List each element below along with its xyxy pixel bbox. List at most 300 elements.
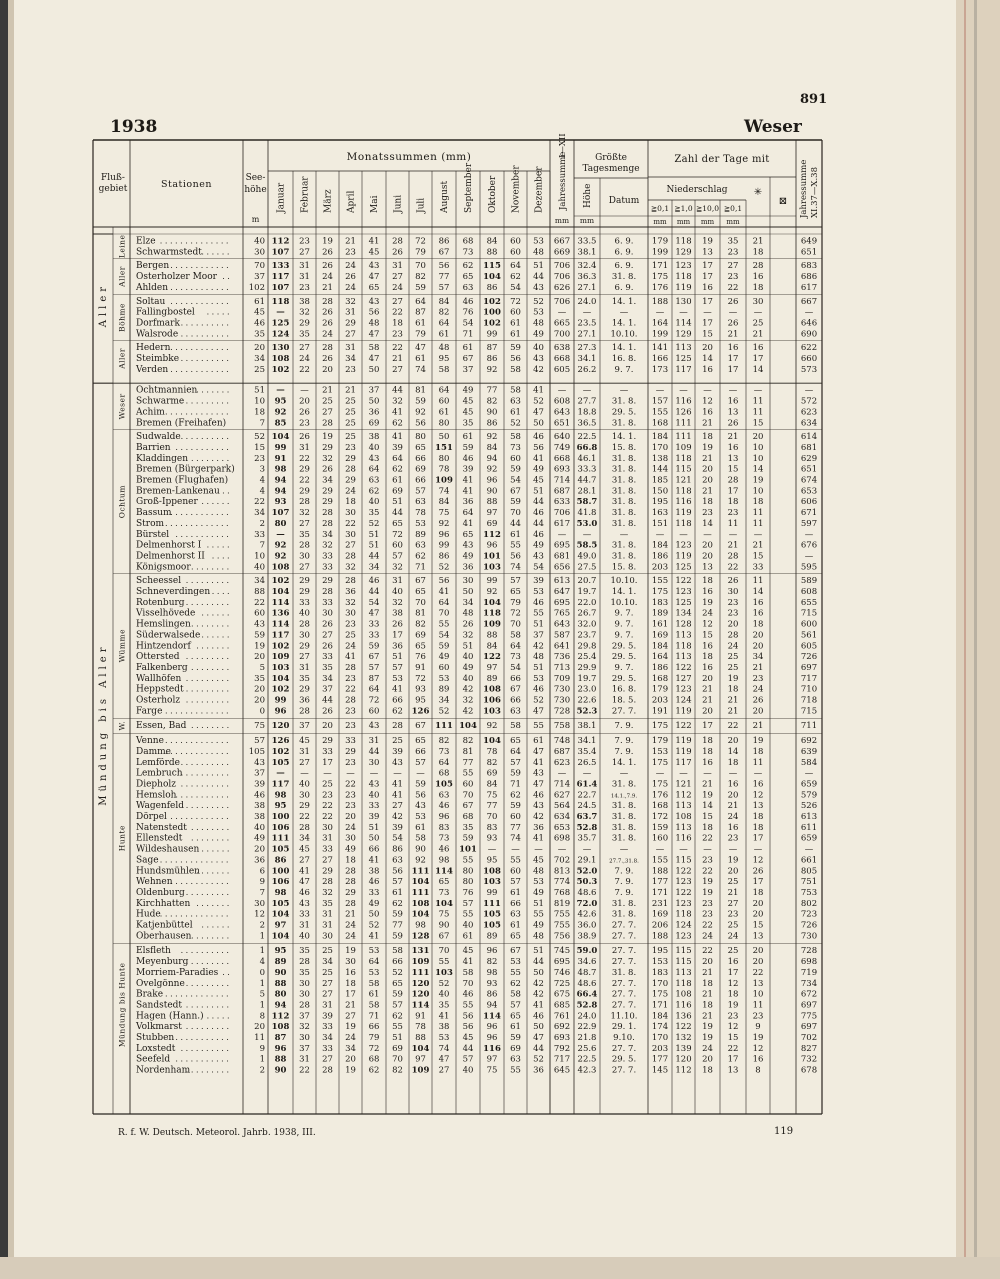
value-cell: 54 (510, 662, 521, 673)
value-cell: 24 (702, 608, 713, 619)
value-cell: 641 (553, 641, 571, 652)
value-cell: 647 (553, 587, 571, 597)
value-cell: 698 (553, 833, 571, 844)
value-cell: 27.7.,31.8. (609, 858, 639, 865)
value-cell: 31 (392, 261, 403, 272)
value-cell: 526 (800, 801, 818, 812)
value-cell: 77 (462, 757, 474, 768)
value-cell: 51 (368, 540, 380, 551)
value-cell: 22 (752, 967, 764, 978)
value-cell: 68 (462, 812, 474, 822)
value-cell: 33 (299, 909, 310, 920)
value-cell: 60 (510, 453, 521, 464)
value-cell: 113 (675, 967, 692, 978)
value-cell: 109 (411, 1065, 430, 1076)
header-stationen: Stationen (161, 179, 212, 190)
station-name: Venne (136, 736, 164, 747)
dot-leader: . . . . . . . . . . . . (170, 343, 229, 353)
value-cell: 184 (651, 432, 669, 443)
value-cell: 21 (702, 779, 713, 790)
value-cell: 15 (752, 920, 764, 931)
value-cell: 17 (702, 272, 713, 283)
value-cell: 676 (800, 540, 818, 551)
value-cell: 687 (553, 746, 571, 757)
value-cell: 75 (438, 909, 450, 920)
value-cell: 124 (675, 920, 692, 931)
value-cell: 62 (392, 418, 403, 429)
value-cell: 13 (752, 801, 764, 812)
value-cell: 100 (483, 307, 501, 318)
value-cell: 91 (415, 662, 426, 673)
value-cell: 667 (800, 296, 818, 307)
value-cell: 57 (392, 551, 403, 562)
value-cell: 1 (259, 931, 265, 942)
value-cell: 185 (651, 475, 669, 486)
value-cell: 46 (299, 887, 310, 898)
value-cell: 20 (752, 641, 764, 652)
value-cell: 58 (510, 721, 521, 732)
value-cell: 18 (345, 497, 356, 508)
value-cell: 44 (392, 508, 403, 519)
dot-leader: . . . . . . . (196, 898, 230, 908)
value-cell: 33 (345, 736, 356, 747)
value-cell: 26 (299, 432, 310, 443)
value-cell: 728 (800, 946, 818, 957)
value-cell: 57 (415, 486, 426, 497)
station-name: Essen, Bad (136, 721, 187, 732)
value-cell: 21.8 (577, 1033, 597, 1043)
value-cell: 62 (368, 1065, 380, 1076)
value-cell: 22.7 (577, 790, 597, 801)
dot-leader: . . . . . . . . . (185, 576, 230, 586)
value-cell: 42 (462, 706, 474, 717)
value-cell: 111 (675, 432, 692, 443)
value-cell: 29 (299, 486, 310, 497)
station-name: Wehnen (136, 877, 173, 888)
value-cell: 44 (533, 518, 544, 529)
value-cell: 15 (702, 812, 713, 822)
value-cell: 21 (322, 385, 333, 396)
value-cell: 21 (752, 236, 764, 247)
value-cell: 111 (271, 833, 290, 844)
value-cell: 23 (727, 909, 739, 920)
value-cell: 92 (486, 364, 498, 375)
value-cell: 88 (486, 630, 498, 641)
value-cell: 34 (345, 354, 356, 364)
station-name: Kirchhatten (136, 898, 191, 909)
station-name: Sandstedt (136, 1000, 183, 1011)
value-cell: 27 (299, 247, 310, 258)
value-cell: 53 (533, 877, 544, 888)
value-cell: 195 (651, 946, 669, 957)
value-cell: 16 (727, 957, 739, 968)
value-cell: 92 (274, 540, 287, 551)
value-cell: 28 (299, 706, 310, 717)
dot-leader: . . . (217, 486, 230, 496)
value-cell: 32.4 (577, 261, 597, 272)
group-label-Aller: Aller (117, 348, 127, 369)
value-cell: 19 (702, 1022, 713, 1033)
value-cell: 103 (483, 877, 501, 888)
value-cell: 114 (435, 866, 453, 877)
value-cell: 710 (800, 684, 818, 695)
station-name: Wallhöfen (136, 673, 182, 684)
value-cell: 41 (368, 236, 380, 247)
value-cell: 141 (651, 343, 669, 354)
value-cell: 15. 8. (611, 562, 637, 573)
value-cell: 627 (553, 790, 571, 801)
value-cell: 43 (533, 551, 544, 562)
value-cell: 638 (553, 343, 571, 354)
value-cell: 17 (727, 354, 739, 364)
value-cell: 8 (259, 1011, 265, 1022)
value-cell: 33 (322, 652, 333, 663)
value-cell: 45 (462, 946, 474, 957)
value-cell: 48 (533, 866, 544, 877)
value-cell: 695 (553, 540, 571, 551)
value-cell: 34.6 (577, 957, 597, 968)
value-cell: 21 (345, 1000, 356, 1011)
value-cell: 31. 8. (611, 967, 637, 978)
value-cell: 56 (533, 442, 544, 453)
value-cell: 17 (702, 721, 713, 732)
value-cell: 46 (533, 684, 544, 695)
value-cell: 38 (254, 812, 265, 822)
value-cell: 105 (271, 844, 290, 855)
value-cell: 46 (368, 576, 380, 587)
station-name: Hemsloh (136, 790, 177, 801)
value-cell: 97 (486, 508, 498, 519)
value-cell: 1 (259, 1000, 265, 1011)
value-cell: 672 (800, 989, 818, 1000)
value-cell: 21 (727, 432, 739, 443)
value-cell: 86 (274, 855, 287, 866)
value-cell: 643 (553, 619, 571, 630)
value-cell: 23 (727, 833, 739, 844)
value-cell: 98 (274, 887, 287, 898)
value-cell: 61 (462, 931, 474, 942)
value-cell: 46 (533, 790, 544, 801)
value-cell: 66.8 (576, 442, 598, 453)
dot-leader: . . . . . . . . . . . . . (165, 989, 229, 999)
value-cell: 107 (271, 282, 290, 293)
header-jahressumme2: Jahressumme (799, 159, 809, 218)
value-cell: 130 (271, 343, 290, 354)
value-cell: 28 (727, 551, 739, 562)
value-cell: — (679, 385, 688, 396)
station-name: Elze (136, 236, 156, 247)
value-cell: 36 (462, 562, 474, 573)
value-cell: — (557, 307, 567, 318)
value-cell: 22 (727, 562, 739, 573)
value-cell: 25 (322, 967, 333, 978)
value-cell: 92 (415, 855, 426, 866)
value-cell: 58 (415, 833, 426, 844)
value-cell: 11 (254, 1033, 265, 1043)
value-cell: 12 (752, 855, 764, 866)
value-cell: 31. 8. (611, 801, 637, 812)
header-niederschlag: Niederschlag (666, 185, 728, 195)
value-cell: 184 (651, 540, 669, 551)
value-cell: 127 (675, 673, 692, 684)
value-cell: 57 (254, 736, 265, 747)
value-cell: 48.6 (577, 978, 597, 989)
value-cell: 5 (259, 662, 265, 673)
value-cell: 34 (368, 562, 380, 573)
value-cell: 109 (675, 442, 692, 453)
value-cell: 63 (438, 790, 450, 801)
value-cell: 9. 7. (614, 364, 634, 375)
value-cell: 82 (486, 757, 498, 768)
value-cell: 10 (752, 989, 764, 1000)
value-cell: 51 (533, 898, 544, 909)
value-cell: 76 (415, 652, 426, 663)
value-cell: 669 (553, 247, 571, 258)
value-cell: 653 (800, 486, 818, 497)
value-cell: 65 (392, 518, 403, 529)
value-cell: 50 (368, 909, 380, 920)
value-cell: 61 (438, 329, 450, 340)
value-cell: 58 (368, 1000, 380, 1011)
value-cell: 21 (727, 695, 739, 706)
value-cell: 102 (271, 746, 290, 757)
value-cell: 87 (415, 307, 426, 318)
value-cell: 43 (415, 801, 426, 812)
value-cell: 48 (533, 931, 544, 942)
group-label-Aller: Aller (98, 282, 109, 328)
value-cell: 97 (486, 662, 498, 673)
value-cell: 19 (727, 1000, 739, 1011)
value-cell: 64 (368, 684, 380, 695)
value-cell: 30 (368, 757, 380, 768)
value-cell: 78 (415, 508, 426, 519)
value-cell: 25.4 (577, 652, 597, 663)
value-cell: 19 (345, 1065, 356, 1076)
header-unit-mm: mm (700, 218, 715, 226)
value-cell: 145 (651, 1065, 669, 1076)
value-cell: 22 (702, 946, 713, 957)
dot-leader: . . . . . . . . . . . . (170, 364, 229, 374)
value-cell: 57 (368, 662, 380, 673)
value-cell: 24 (345, 822, 356, 833)
value-cell: 71 (462, 329, 474, 340)
value-cell: 7 (259, 418, 265, 429)
value-cell: 63 (415, 540, 426, 551)
value-cell: 64 (510, 641, 521, 652)
snow-icon: ✳ (753, 187, 763, 198)
value-cell: 37 (368, 385, 380, 396)
value-cell: 27 (322, 989, 333, 1000)
value-cell: 36 (392, 641, 403, 652)
station-name: Natenstedt (136, 822, 187, 833)
value-cell: 2 (259, 518, 265, 529)
station-name: Bremen (Freihafen) (136, 418, 227, 429)
value-cell: 114 (675, 318, 692, 329)
value-cell: 32 (345, 296, 356, 307)
station-name: Ahlden (136, 282, 169, 293)
value-cell: 24 (322, 329, 333, 340)
value-cell: 42 (533, 641, 544, 652)
value-cell: 774 (553, 877, 571, 888)
value-cell: 29 (345, 475, 356, 486)
value-cell: 102 (271, 641, 290, 652)
value-cell: 58 (368, 978, 380, 989)
value-cell: 46 (533, 432, 544, 443)
value-cell: 43 (533, 768, 544, 779)
value-cell: 29 (322, 736, 333, 747)
value-cell: 65 (415, 641, 426, 652)
value-cell: 48 (533, 318, 544, 329)
dot-leader: . . . . . . . . . (185, 1022, 230, 1032)
value-cell: 22 (392, 307, 403, 318)
value-cell: 20 (322, 364, 333, 375)
value-cell: 3 (259, 464, 265, 475)
value-cell: 76 (462, 887, 474, 898)
value-cell: 21 (727, 540, 739, 551)
value-cell: 93 (486, 978, 498, 989)
value-cell: — (804, 529, 814, 540)
value-cell: 42.6 (577, 909, 597, 920)
value-cell: 73 (438, 746, 450, 757)
value-cell: 60 (438, 396, 450, 407)
value-cell: 18 (702, 576, 713, 587)
value-cell: 697 (800, 662, 818, 673)
value-cell: 189 (651, 608, 669, 619)
value-cell: 96 (486, 540, 498, 551)
value-cell: 36 (299, 695, 310, 706)
value-cell: 715 (800, 608, 818, 619)
value-cell: 157 (651, 396, 669, 407)
value-cell: 730 (553, 695, 571, 706)
value-cell: 168 (651, 418, 669, 429)
value-cell: 31. 8. (611, 909, 637, 920)
value-cell: 96 (438, 812, 450, 822)
value-cell: 96 (486, 475, 498, 486)
value-cell: 16 (752, 1054, 764, 1065)
station-name: Hemslingen (136, 619, 191, 630)
value-cell: 50 (438, 432, 450, 443)
value-cell: 11 (752, 396, 764, 407)
station-name: Stubben (136, 1033, 175, 1043)
value-cell: 104 (271, 432, 290, 443)
value-cell: 23 (345, 706, 356, 717)
station-name: Lemförde (136, 757, 180, 768)
value-cell: 95 (274, 946, 287, 957)
value-cell: 61 (510, 1022, 521, 1033)
value-cell: 37 (299, 721, 310, 732)
value-cell: 206 (651, 920, 669, 931)
value-cell: 25.6 (577, 1043, 597, 1054)
value-cell: 69 (392, 486, 403, 497)
value-cell: 17 (752, 877, 764, 888)
value-cell: 118 (483, 608, 501, 619)
value-cell: 105 (271, 757, 290, 768)
value-cell: 13 (727, 1065, 739, 1076)
value-cell: 27. 7. (611, 1065, 637, 1076)
value-cell: 111 (411, 866, 430, 877)
value-cell: 65 (415, 587, 426, 597)
value-cell: 97 (415, 1054, 426, 1065)
value-cell: 24.0 (577, 1011, 597, 1022)
value-cell: 80 (438, 453, 450, 464)
value-cell: 36.3 (577, 272, 597, 283)
value-cell: 25 (345, 418, 356, 429)
value-cell: 26 (322, 464, 333, 475)
value-cell: 31. 8. (611, 898, 637, 909)
value-cell: 96 (486, 1033, 498, 1043)
value-cell: 93 (274, 497, 287, 508)
header-jahressumme-range: I—XII (558, 133, 568, 158)
value-cell: 84 (438, 497, 450, 508)
value-cell: 52 (368, 920, 380, 931)
value-cell: 41 (533, 385, 544, 396)
header-month-Oktober: Oktober (488, 175, 498, 213)
value-cell: 188 (651, 866, 669, 877)
value-cell: 23 (345, 721, 356, 732)
value-cell: 195 (651, 497, 669, 508)
header-groesste: Tagesmenge (582, 164, 640, 174)
value-cell: 119 (675, 736, 692, 747)
value-cell: 30 (322, 608, 333, 619)
value-cell: 56 (510, 354, 521, 364)
value-cell: 23 (727, 597, 739, 608)
value-cell: 30 (299, 790, 310, 801)
header-flussgebiet: gebiet (98, 184, 128, 194)
value-cell: 56 (415, 790, 426, 801)
value-cell: 626 (553, 282, 571, 293)
value-cell: 706 (553, 272, 571, 283)
value-cell: 19 (702, 887, 713, 898)
value-cell: 27. 7. (611, 1000, 637, 1011)
value-cell: 65 (462, 529, 474, 540)
value-cell: 0 (259, 967, 265, 978)
header-unit-mm: mm (554, 216, 570, 225)
value-cell: 43 (392, 757, 403, 768)
value-cell: 104 (483, 272, 501, 283)
value-cell: — (557, 844, 567, 855)
value-cell: 623 (553, 757, 571, 768)
value-cell: 12 (702, 396, 713, 407)
value-cell: 33 (322, 551, 333, 562)
value-cell: 30 (254, 898, 265, 909)
value-cell: 27 (727, 898, 739, 909)
value-cell: 19.7 (577, 587, 597, 597)
value-cell: 745 (553, 946, 571, 957)
value-cell: 86 (486, 354, 498, 364)
value-cell: 64 (368, 957, 380, 968)
value-cell: 52.8 (576, 1000, 598, 1011)
value-cell: 43 (368, 261, 380, 272)
value-cell: 34 (299, 833, 310, 844)
value-cell: 753 (800, 887, 818, 898)
value-cell: 35 (299, 967, 310, 978)
value-cell: 6. 9. (614, 247, 634, 258)
value-cell: 48.7 (577, 967, 597, 978)
value-cell: 55 (462, 855, 474, 866)
value-cell: 14 (752, 364, 764, 375)
value-cell: 27.5 (577, 562, 597, 573)
value-cell: 170 (651, 978, 669, 989)
value-cell: 22.5 (577, 1054, 597, 1065)
value-cell: 104 (271, 931, 290, 942)
value-cell: 122 (675, 866, 692, 877)
value-cell: — (703, 307, 712, 318)
value-cell: 122 (675, 1022, 692, 1033)
value-cell: 72 (368, 695, 380, 706)
station-name: Soltau (136, 296, 166, 307)
value-cell: 46 (254, 318, 265, 329)
value-cell: 25 (345, 396, 356, 407)
